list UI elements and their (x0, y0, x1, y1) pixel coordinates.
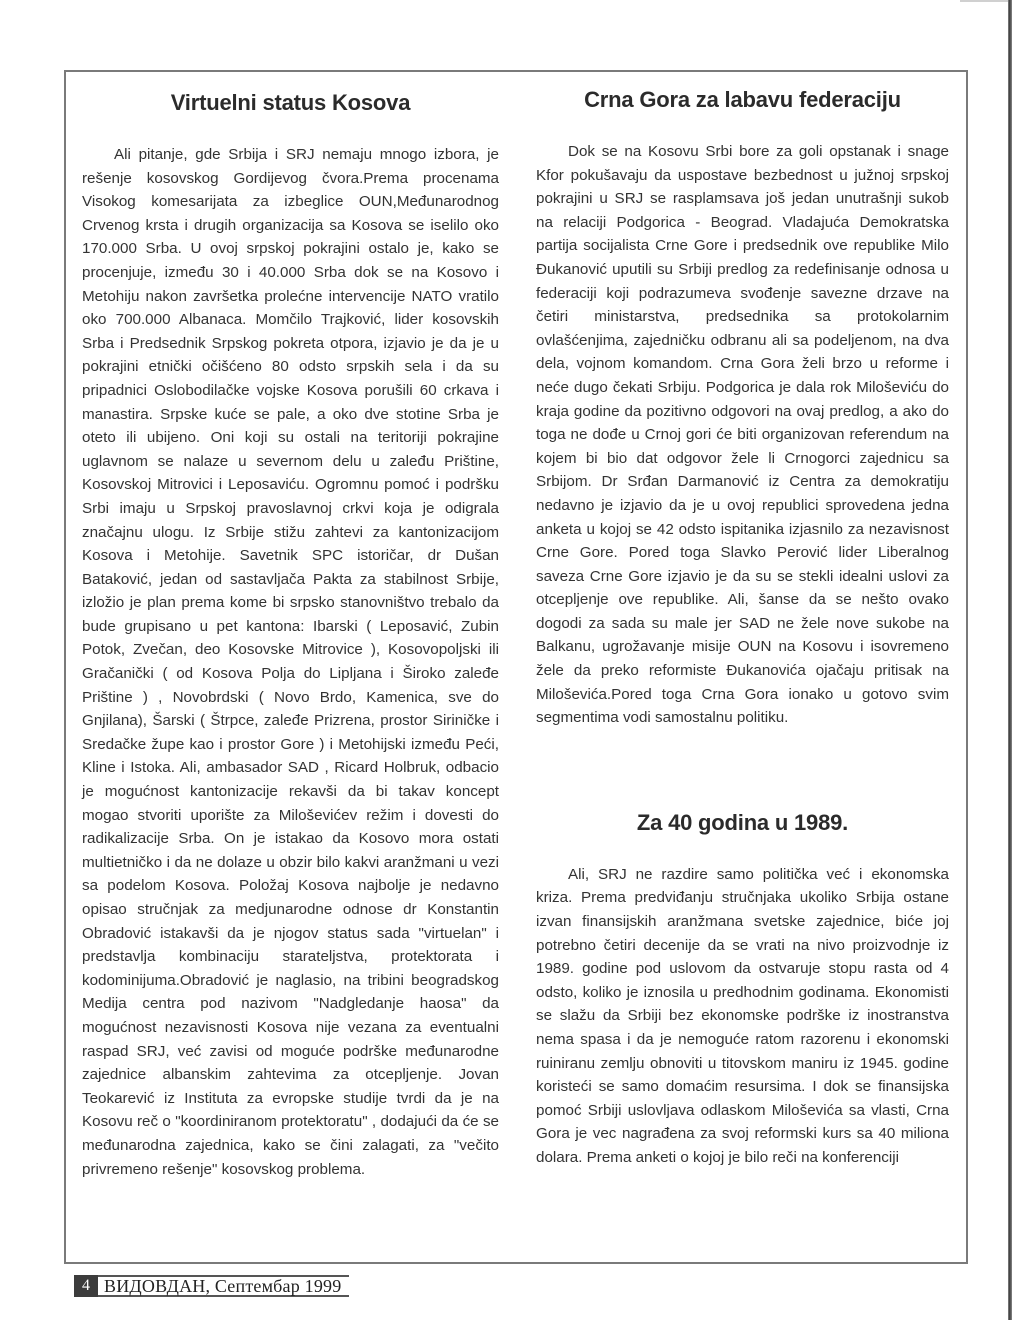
body-crna-gora: Dok se na Kosovu Srbi bore za goli opstanak i snage Kfor pokušavaju da uspostave bezbednost u južnoj srpskoj pokrajini u SRJ se rasplamsava još jedan unutrašnji sukob na relaciji Podgorica - Beograd. Vladajuća Demokratska partija socijalista Crne Gore i predsednik ove republike Milo Đukanović uputili su Srbiji predlog za redefinisanje odnosa u federaciji koji podrazumeva svođenje savezne drzave na četiri ministarstva, predsednika sa protokolarnim ovlašćenjima, zajedničku odbranu ali sa podeljenom, na dva dela, vojnom komandom. Crna Gora želi brzo u reforme i neće dugo čekati Srbiju. Podgorica je dala rok Miloševiću do kraja godine da pozitivno odgovori na ovaj predlog, a ako do toga ne dođe u Crnoj gori će biti organizovan referendum na kojem bi bio dat odgovor žele li Crnogorci zajednicu sa Srbijom. Dr Srđan Darmanović iz Centra za demokratiju nedavno je izjavio da je u ovoj republici sprovedena jedna anketa u kojoj se 42 odsto ispitanika izjasnilo za nezavisnost Crne Gore. Pored toga Slavko Perović lider Liberalnog saveza Crne Gore izjavio je da su se stekli idealni uslovi za otcepljenje ove republike. Ali, šanse da se nešto ovako dogodi za sada su male jer SAD ne žele nove sukobe na Balkanu, ugrožavanje misije OUN na Kosovu i isovremeno žele da preko reformiste Đukanovića ojačaju pritisak na Miloševića.Pored toga Crna Gora ionako u gotovo svim segmentima vodi samostalnu politiku. (536, 143, 949, 727)
scan-page-edge (1008, 0, 1012, 1320)
scan-edge-top (960, 0, 1010, 2)
body-kosovo: Ali pitanje, gde Srbija i SRJ nemaju mnogo izbora, je rešenje kosovskog Gordijevog čvora.Prema procenama Visokog komesarijata za izbeglice OUN,Međunarodnog Crvenog krsta i drugih organizacija sa Kosova se iselilo oko 170.000 Srba. U ovoj srpskoj pokrajini ostalo je, kako se procenjuje, između 30 i 40.000 Srba dok se na Kosovo i Metohiju nakon završetka prolećne intervencije NATO vratilo oko 700.000 Albanaca. Momčilo Trajković, lider kosovskih Srba i Predsednik Srpskog pokreta otpora, izjavio je da je u pokrajini etnički očišćeno 80 odsto srpskih sela i da su pripadnici Oslobodilačke vojske Kosova porušili 60 crkava i manastira. Srpske kuće se pale, a oko dve stotine Srba je oteto ili ubijeno. Oni koji su ostali na teritoriji pokrajine uglavnom se nalaze u severnom delu u zaleđu Prištine, Kosovskoj Mitrovici i Leposaviću. Ogromnu pomoć i podršku Srbi imaju u Srpskoj pravoslavnoj crkvi koja je odigrala značajnu ulogu. Iz Srbije stižu zahtevi za kantonizacijom Kosova i Metohije. Savetnik SPC istoričar, dr Dušan Bataković, jedan od sastavljača Pakta za stabilnost Srbije, izložio je plan prema kome bi srpsko stanovništvo trebalo da bude grupisano u pet kantona: Ibarski ( Leposavić, Zubin Potok, Zvečan, deo Kosovske Mitrovice ), Kosovopoljski ili Gračanički ( od Kosova Polja do Lipljana i Široko zaleđe Prištine ) , Novobrdski ( Novo Brdo, Kamenica, sve do Gnjilana), Šarski ( Štrpce, zaleđe Prizrena, prostor Siriničke i Sredačke župe kao i prostor Gore ) i Metohijski između Peći, Kline i Istoka. Ali, ambasador SAD , Ricard Holbruk, odbacio je mogućnost kantonizacije rekavši da bi takav koncept mogao stvoriti uporište za Miloševićev režim i dovesti do radikalizacije Srba. On je istakao da Kosovo mora ostati multietničko i da ne dolaze u obzir bilo kakvi aranžmani u vezi sa podelom Kosova. Položaj Kosova najbolje je nedavno opisao stručnjak za medjunarodne odnose dr Konstantin Obradović istakavši da je njogov status sada "virtuelan" i predstavlja kombinaciju starateljstva, protektorata i kodominijuma.Obradović je naglasio, na tribini beogradskog Medija centra pod nazivom "Nadgledanje haosa" da mogućnost nezavisnosti Kosova nije vezana za eventualni raspad SRJ, već zavisi od moguće podrške međunarodne zajednice albanskim zahtevima za otcepljenje. Jovan Teokarević iz Instituta za evropske studije tvrdi da je na Kosovu reč o "koordiniranom protektoratu" , dodajući da će se međunarodna zajednica, kako se čini zalagati, za "večito privremeno rešenje" kosovskog problema. (82, 146, 499, 1178)
page-footer (74, 1275, 349, 1297)
publication-title: ВИДОВДАН, Септембар 1999 (98, 1275, 349, 1297)
article-crna-gora (536, 70, 949, 1170)
headline-crna-gora: Crna Gora za labavu federaciju (584, 87, 901, 112)
headline-kosovo: Virtuelni status Kosova (170, 90, 411, 115)
article-kosovo (82, 70, 499, 1181)
body-economy: Ali, SRJ ne razdire samo politička već i ekonomska kriza. Prema predviđanju stručnjaka ukoliko Srbija ostane izvan finansijskih aranžmana svetske zajednice, biće joj potrebno četiri decenije da se vrati na nivo proizvodnje iz 1989. godine pod uslovom da ostvaruje stopu rasta od 4 odsto, koliko je iznosila u predhodnim godinama. Ekonomisti se slažu da Srbiji bez ekonomske podrške iz inostranstva nema spasa i da je nemoguće ratom razorenu i ekonomski ruiniranu zemlju obnoviti u titovskom maniru iz 1945. godine koristeći se samo domaćim resursima. I dok se finansijska pomoć Srbiji uslovljava odlaskom Miloševića sa vlasti, Crna Gora je vec nagrađena za svoj reformski kurs sa 40 miliona dolara. Prema anketi o kojoj je bilo reči na konferenciji (536, 865, 949, 1166)
page-number: 4 (74, 1275, 98, 1297)
headline-economy: Za 40 godina u 1989. (636, 809, 849, 835)
